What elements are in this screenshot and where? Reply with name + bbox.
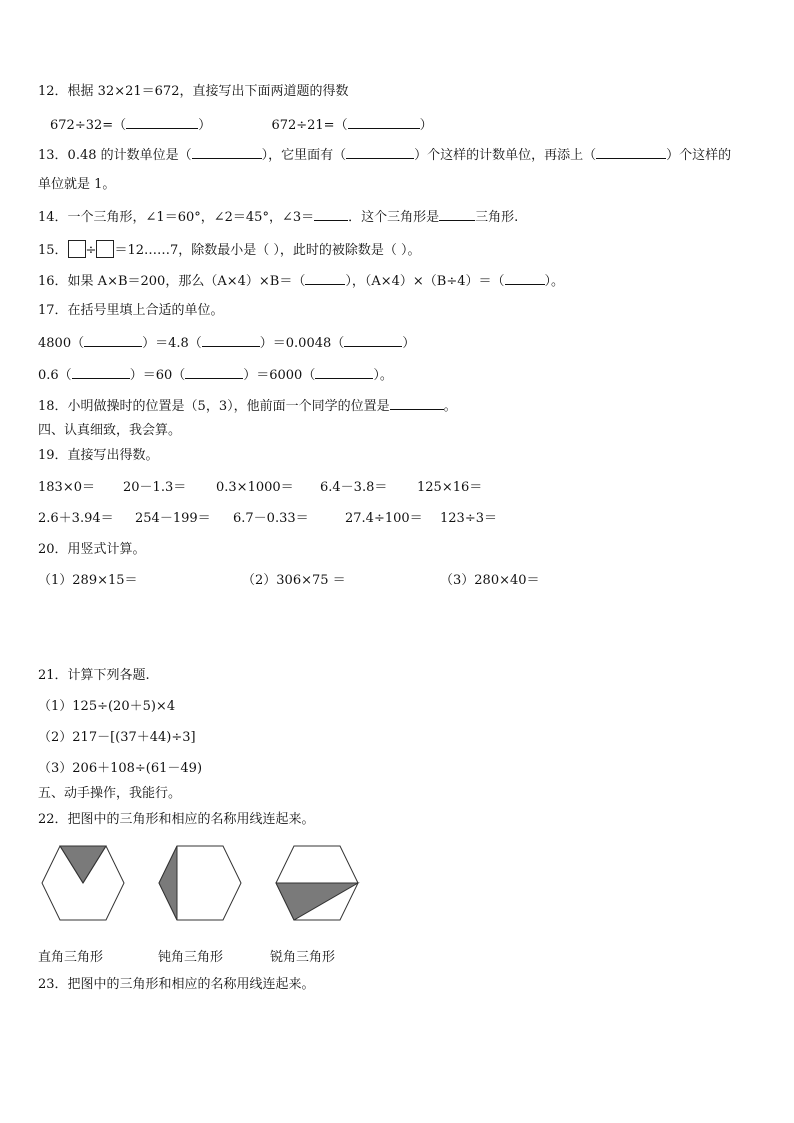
q16-blank-1[interactable]	[305, 272, 345, 285]
q13-blank-3[interactable]	[596, 146, 666, 159]
q18	[38, 397, 457, 415]
q12-answer-blank-1[interactable]	[126, 116, 198, 129]
q17-r2-blank-3[interactable]	[315, 366, 373, 379]
q18-blank[interactable]	[390, 397, 444, 410]
q21-stem: 21．计算下列各题.	[38, 668, 150, 683]
q17-row2	[38, 366, 393, 384]
q14-part-c: 三角形.	[475, 210, 519, 225]
q15-division-sign: ÷	[85, 243, 97, 258]
shaded-triangle-2[interactable]	[159, 846, 177, 920]
q16-part-c: ）。	[544, 274, 565, 289]
q13-part-a: 13．0.48 的计数单位是（	[38, 148, 192, 163]
q12-eq2-suffix: ）	[419, 118, 433, 133]
label-acute-triangle[interactable]: 锐角三角形	[270, 950, 336, 965]
q14-blank-angle[interactable]	[314, 208, 348, 221]
q20-stem: 20．用竖式计算。	[38, 542, 146, 557]
q13-blank-2[interactable]	[346, 146, 414, 159]
q19-r1-c4: 6.4－3.8＝	[320, 480, 388, 495]
q16	[38, 272, 564, 290]
q20-item-3: （3）280×40＝	[440, 573, 540, 588]
q19-r1-c5: 125×16＝	[417, 480, 483, 495]
q19-r1-c2: 20－1.3＝	[123, 480, 187, 495]
shaded-triangle-3[interactable]	[276, 883, 358, 920]
q13-line2: 单位就是 1。	[38, 177, 116, 192]
label-obtuse-triangle[interactable]: 钝角三角形	[158, 950, 224, 965]
q19-r1-c1: 183×0＝	[38, 480, 95, 495]
q17-r1-d: ）	[402, 336, 416, 351]
q17-stem: 17．在括号里填上合适的单位。	[38, 303, 224, 318]
hexagon-figure-2	[155, 843, 245, 923]
q14-blank-type[interactable]	[439, 208, 475, 221]
q17-r2-c: ）＝6000（	[243, 368, 316, 383]
q15-divisor-box[interactable]	[96, 240, 114, 258]
q21-item-3: （3）206＋108÷(61－49)	[38, 761, 203, 776]
section-4-heading: 四、认真细致，我会算。	[38, 423, 182, 438]
q15-part-b: ＝12……7，除数最小是（ ），此时的被除数是（ ）。	[114, 243, 421, 258]
q17-r1-a: 4800（	[38, 336, 85, 351]
q12-answer-blank-2[interactable]	[348, 116, 420, 129]
q17-r1-blank-3[interactable]	[344, 334, 402, 347]
q17-r1-blank-1[interactable]	[84, 334, 142, 347]
q22-stem: 22．把图中的三角形和相应的名称用线连起来。	[38, 812, 315, 827]
section-5-heading: 五、动手操作，我能行。	[38, 786, 182, 801]
hexagon-figure-1	[38, 843, 128, 923]
q15	[38, 240, 421, 259]
shaded-triangle-1[interactable]	[60, 846, 106, 883]
q18-part-b: 。	[443, 399, 457, 414]
q15-part-a: 15．	[38, 243, 68, 258]
q14	[38, 208, 518, 226]
q21-item-1: （1）125÷(20＋5)×4	[38, 699, 176, 714]
q16-blank-2[interactable]	[505, 272, 545, 285]
q12-eq2-prefix: 672÷21=（	[271, 118, 348, 133]
hexagon-figure-3	[272, 843, 362, 923]
q23-stem: 23．把图中的三角形和相应的名称用线连起来。	[38, 977, 315, 992]
q17-row1	[38, 334, 415, 352]
q19-stem: 19．直接写出得数。	[38, 448, 159, 463]
q17-r1-blank-2[interactable]	[202, 334, 260, 347]
q21-item-2: （2）217－[(37＋44)÷3]	[38, 730, 196, 745]
q15-dividend-box[interactable]	[68, 240, 86, 258]
q16-part-b: ），（A×4）×（B÷4）＝（	[345, 274, 505, 289]
q13-part-d: ）个这样的	[666, 148, 732, 163]
q17-r2-blank-2[interactable]	[185, 366, 243, 379]
q17-r2-blank-1[interactable]	[72, 366, 130, 379]
q13-blank-1[interactable]	[192, 146, 262, 159]
q12-eq1-suffix: ）	[198, 118, 212, 133]
q19-r2-c5: 123÷3＝	[440, 511, 497, 526]
q12-equations	[50, 116, 433, 134]
q20-item-2: （2）306×75 ＝	[242, 573, 346, 588]
q17-r1-c: ）＝0.0048（	[259, 336, 345, 351]
q14-part-a: 14．一个三角形，∠1＝60°，∠2＝45°，∠3＝	[38, 210, 315, 225]
q17-r2-b: ）＝60（	[129, 368, 186, 383]
q19-r2-c4: 27.4÷100＝	[345, 511, 423, 526]
q18-part-a: 18．小明做操时的位置是（5，3），他前面一个同学的位置是	[38, 399, 390, 414]
q13-part-c: ）个这样的计数单位，再添上（	[414, 148, 597, 163]
q17-r1-b: ）＝4.8（	[142, 336, 202, 351]
q19-r2-c1: 2.6＋3.94＝	[38, 511, 114, 526]
q19-r2-c2: 254－199＝	[135, 511, 211, 526]
q14-part-b: ．这个三角形是	[348, 210, 440, 225]
q13-line1	[38, 146, 731, 164]
q17-r2-a: 0.6（	[38, 368, 72, 383]
q12-stem: 12．根据 32×21＝672，直接写出下面两道题的得数	[38, 84, 349, 99]
q17-r2-d: ）。	[373, 368, 393, 383]
q19-r2-c3: 6.7－0.33＝	[233, 511, 309, 526]
q19-r1-c3: 0.3×1000＝	[216, 480, 294, 495]
q13-part-b: ），它里面有（	[261, 148, 347, 163]
q12-eq1-prefix: 672÷32=（	[50, 118, 127, 133]
label-right-triangle[interactable]: 直角三角形	[38, 950, 104, 965]
q16-part-a: 16．如果 A×B＝200，那么（A×4）×B＝（	[38, 274, 306, 289]
q20-item-1: （1）289×15＝	[38, 573, 138, 588]
